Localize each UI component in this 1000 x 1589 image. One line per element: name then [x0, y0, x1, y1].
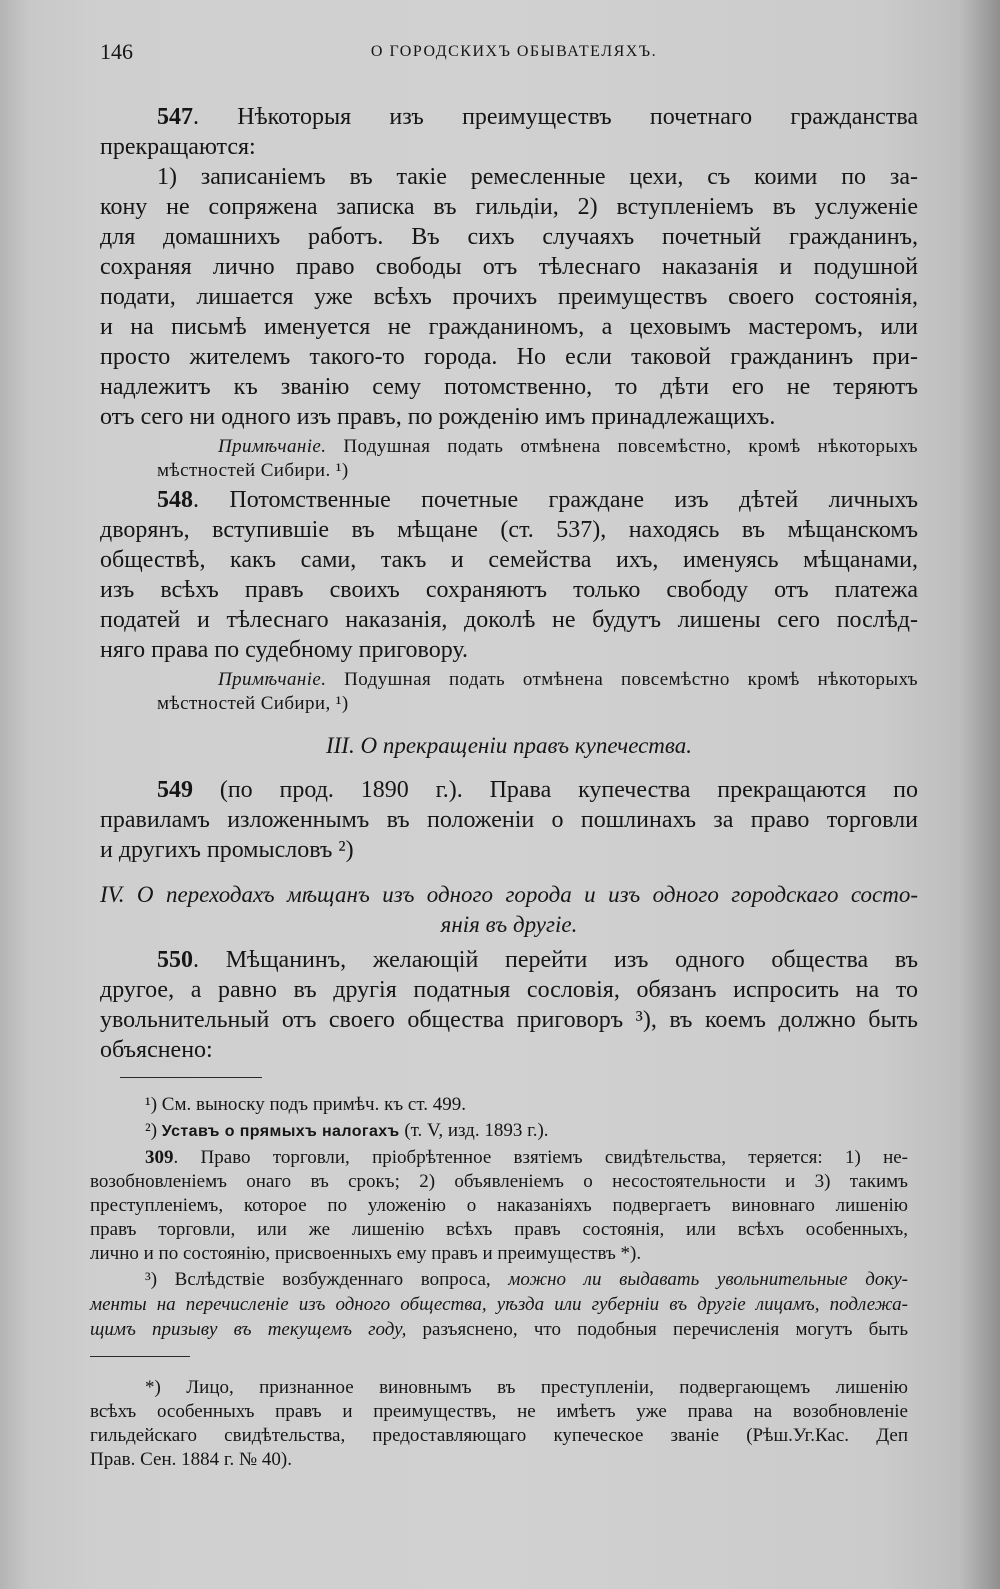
- text-line: [100, 605, 918, 635]
- text-line: [100, 731, 918, 761]
- text-run: надлежитъ къ званію сему потомственно, то дѣти его не теряютъ: [100, 374, 918, 400]
- text-line: [100, 192, 918, 222]
- text-line: [100, 775, 918, 805]
- text-line: [157, 668, 918, 692]
- text-run: возобновленіемъ онаго въ срокъ; 2) объявленіемъ о несостоятельности и 3) такимъ: [90, 1171, 908, 1192]
- running-head: [0, 38, 1000, 66]
- text-line: [90, 1400, 908, 1424]
- text-line: [100, 132, 918, 162]
- text-run: IV. О переходахъ мѣщанъ изъ одного города и изъ одного городскаго состо-: [100, 882, 918, 907]
- page-number: 146: [100, 39, 133, 64]
- italic-text: менты на перечисленіе изъ одного общества, уѣзда или губерніи въ другіе лицамъ, подлежа-: [90, 1294, 908, 1315]
- text-line: [100, 1005, 918, 1035]
- text-run: дворянъ, вступившіе въ мѣщане (ст. 537), находясь въ мѣщанскомъ: [100, 517, 918, 543]
- sans-bold-text: Уставъ о прямыхъ налогахъ: [161, 1123, 400, 1140]
- text-line: [90, 1092, 908, 1117]
- text-run: изъ всѣхъ правъ своихъ сохраняютъ только свободу отъ платежа: [100, 577, 918, 603]
- text-run: другое, а равно въ другія податныя сословія, обязанъ испросить на то: [100, 977, 918, 1003]
- article-550: [100, 945, 918, 1065]
- bold-text: 309: [145, 1147, 174, 1168]
- note-547: [157, 435, 918, 483]
- text-line: [90, 1424, 908, 1448]
- italic-text: Примѣчаніе.: [218, 436, 327, 457]
- text-run: податей и тѣлеснаго наказанія, доколѣ не будутъ лишены сего послѣд-: [100, 607, 918, 633]
- text-run: прекращаются:: [100, 134, 256, 160]
- article-549: [100, 775, 918, 865]
- text-line: [100, 945, 918, 975]
- text-run: мѣстностей Сибири. ¹): [157, 460, 349, 481]
- text-line: [90, 1376, 908, 1400]
- text-run: 1) записаніемъ въ такіе ремесленные цехи, съ коими по за-: [157, 164, 918, 190]
- text-line: [100, 312, 918, 342]
- text-line: [100, 162, 918, 192]
- text-line: [100, 880, 918, 910]
- text-run: *) Лицо, признанное виновнымъ въ преступленіи, подвергающемъ лишенію: [145, 1377, 908, 1398]
- text-run: лично и по состоянію, присвоенныхъ ему правъ и преимуществъ *).: [90, 1243, 642, 1264]
- article-547-intro: [100, 102, 918, 162]
- italic-text: щимъ призыву въ текущемъ году,: [90, 1319, 407, 1340]
- section-iv-heading: [100, 880, 918, 940]
- text-line: [100, 635, 918, 665]
- text-run: подати, лишается уже всѣхъ прочихъ преимуществъ своего состоянія,: [100, 284, 918, 310]
- italic-text: можно ли выдавать увольнительные доку-: [508, 1269, 908, 1290]
- text-line: [100, 515, 918, 545]
- text-line: [90, 1267, 908, 1292]
- text-run: (т. V, изд. 1893 г.).: [399, 1120, 549, 1141]
- text-run: сохраняя лично право свободы отъ тѣлеснаго наказанія и подушной: [100, 254, 918, 280]
- text-run: преступленіемъ, которое по уложенію о наказаніяхъ подвергаетъ виновнаго лишенію: [90, 1195, 908, 1216]
- text-line: [100, 222, 918, 252]
- footnote-3: [90, 1267, 908, 1342]
- article-548: [100, 485, 918, 665]
- article-547-text: [100, 162, 918, 432]
- text-line: [90, 1146, 908, 1170]
- bold-text: 550: [157, 947, 193, 973]
- text-run: гильдейскаго свидѣтельства, предоставляющаго купеческое званіе (Рѣш.Уг.Кас. Деп: [90, 1425, 908, 1446]
- text-line: [100, 342, 918, 372]
- text-line: [100, 575, 918, 605]
- text-run: ³) Вслѣдствіе возбужденнаго вопроса,: [145, 1269, 509, 1290]
- text-line: [157, 459, 918, 483]
- text-line: [100, 975, 918, 1005]
- text-run: Прав. Сен. 1884 г. № 40).: [90, 1449, 292, 1470]
- text-line: [100, 805, 918, 835]
- text-run: всѣхъ особенныхъ правъ и преимуществъ, не имѣетъ уже права на возобновленіе: [90, 1401, 908, 1422]
- text-run: ²): [145, 1120, 162, 1141]
- text-line: [100, 485, 918, 515]
- running-title: О ГОРОДСКИХЪ ОБЫВАТЕЛЯХЪ.: [370, 43, 658, 60]
- text-run: и другихъ промысловъ ²): [100, 837, 354, 863]
- text-line: [100, 102, 918, 132]
- footnote-2-article-309: [90, 1146, 908, 1266]
- text-run: увольнительный отъ своего общества приговоръ ³), въ коемъ должно быть: [100, 1007, 918, 1033]
- text-line: [100, 910, 918, 940]
- text-run: . Право торговли, пріобрѣтенное взятіемъ свидѣтельства, теряется: 1) не-: [173, 1147, 908, 1168]
- text-run: обществѣ, какъ сами, такъ и семейства ихъ, именуясь мѣщанами,: [100, 547, 918, 573]
- text-run: отъ сего ни одного изъ правъ, по рожденію имъ принадлежащихъ.: [100, 404, 776, 430]
- section-iii-heading: [100, 731, 918, 761]
- text-line: [100, 402, 918, 432]
- footnote-2: [90, 1118, 908, 1144]
- note-548: [157, 668, 918, 716]
- text-line: [90, 1118, 908, 1144]
- text-line: [100, 252, 918, 282]
- footnote-1: [90, 1092, 908, 1117]
- sub-footnote-rule: [90, 1356, 190, 1357]
- text-run: . Мѣщанинъ, желающій перейти изъ одного общества въ: [193, 947, 918, 973]
- text-line: [90, 1317, 908, 1342]
- text-run: янія въ другіе.: [440, 912, 578, 937]
- text-line: [90, 1242, 908, 1266]
- text-line: [90, 1194, 908, 1218]
- text-line: [100, 372, 918, 402]
- text-line: [157, 435, 918, 459]
- text-line: [100, 545, 918, 575]
- bold-text: 548: [157, 487, 193, 513]
- text-line: [90, 1292, 908, 1317]
- text-run: объяснено:: [100, 1037, 213, 1063]
- text-run: . Нѣкоторыя изъ преимуществъ почетнаго гражданства: [193, 104, 918, 130]
- text-line: [100, 1035, 918, 1065]
- bold-text: 547: [157, 104, 193, 130]
- bold-text: 549: [157, 777, 193, 803]
- footnote-star: [90, 1376, 908, 1472]
- text-run: мѣстностей Сибири, ¹): [157, 693, 349, 714]
- text-line: [100, 282, 918, 312]
- text-run: Подушная подать отмѣнена повсемѣстно кромѣ нѣкоторыхъ: [326, 669, 918, 690]
- text-line: [157, 692, 918, 716]
- text-run: няго права по судебному приговору.: [100, 637, 468, 663]
- text-run: и на письмѣ именуется не гражданиномъ, а цеховымъ мастеромъ, или: [100, 314, 918, 340]
- text-run: кону не сопряжена записка въ гильдіи, 2) вступленіемъ въ услуженіе: [100, 194, 918, 220]
- text-run: (по прод. 1890 г.). Права купечества прекращаются по: [193, 777, 918, 803]
- text-run: правъ торговли, или же лишенію всѣхъ правъ состоянія, или всѣхъ особенныхъ,: [90, 1219, 908, 1240]
- text-run: III. О прекращеніи правъ купечества.: [325, 733, 692, 758]
- text-line: [90, 1448, 908, 1472]
- text-run: . Потомственные почетные граждане изъ дѣтей личныхъ: [193, 487, 918, 513]
- text-run: правиламъ изложеннымъ въ положеніи о пошлинахъ за право торговли: [100, 807, 918, 833]
- text-run: для домашнихъ работъ. Въ сихъ случаяхъ почетный гражданинъ,: [100, 224, 918, 250]
- text-line: [100, 835, 918, 865]
- footnote-rule: [120, 1077, 262, 1078]
- text-line: [90, 1218, 908, 1242]
- text-run: ¹) См. выноску подъ примѣч. къ ст. 499.: [145, 1094, 466, 1115]
- text-run: разъяснено, что подобныя перечисленія могутъ быть: [406, 1319, 908, 1340]
- text-run: Подушная подать отмѣнена повсемѣстно, кромѣ нѣкоторыхъ: [326, 436, 918, 457]
- text-line: [90, 1170, 908, 1194]
- text-run: просто жителемъ такого-то города. Но если таковой гражданинъ при-: [100, 344, 918, 370]
- italic-text: Примѣчаніе.: [218, 669, 327, 690]
